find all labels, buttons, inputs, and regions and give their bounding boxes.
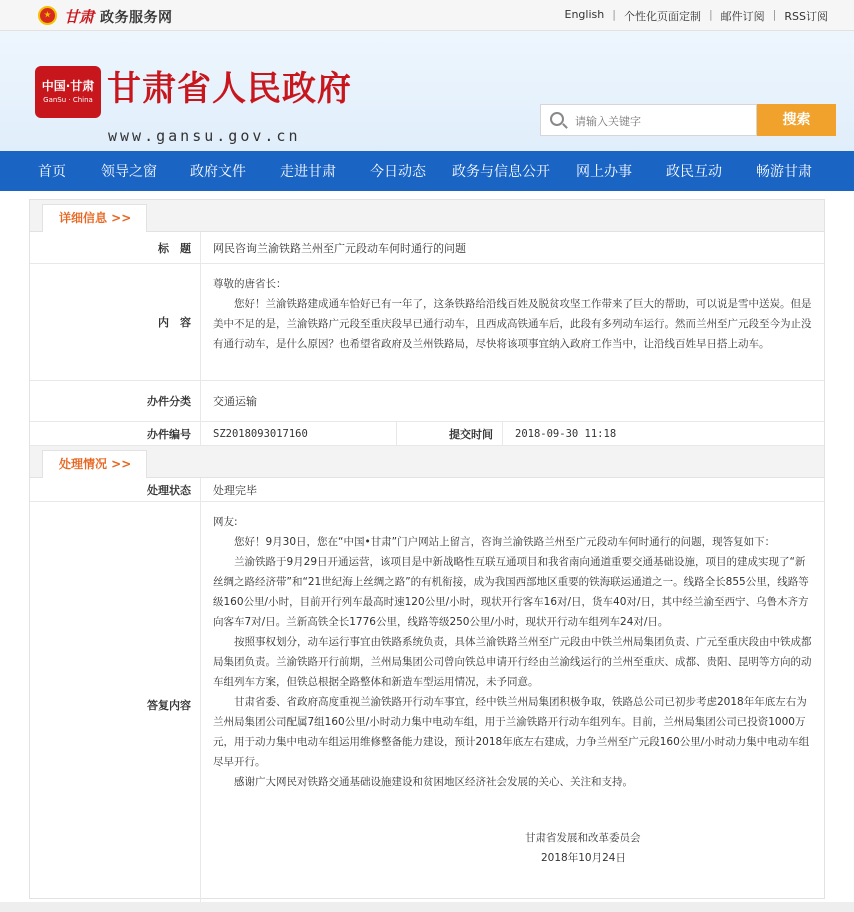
separator: | (772, 8, 777, 21)
reply-row (30, 502, 824, 908)
submit-time-value: 2018-09-30 11:18 (515, 427, 617, 440)
search-button[interactable]: 搜索 (757, 104, 836, 136)
content-row (30, 264, 824, 381)
top-links (557, 8, 837, 24)
title-label: 标 题 (30, 232, 201, 263)
bottom-bar (0, 902, 854, 912)
message-detail-panel (29, 199, 825, 899)
content-body: 您好！兰渝铁路建成通车恰好已有一年了，这条铁路给沿线百姓及脱贫攻坚工作带来了巨大的帮助，可以说是雪中送炭。但是美中不足的是，兰渝铁路广元段至重庆段早已通行动车，且西成高铁通车后，此段有多列动车运行。然而兰州至广元段至今为止没有通行动车，是什么原因？也希望省政府及兰州铁路局，尽快将该项事宜纳入政府工作当中，让沿线百姓早日搭上动车。 (213, 298, 812, 350)
number-value: SZ2018093017160 (201, 422, 397, 445)
reply-value (201, 502, 824, 908)
number-row (30, 422, 824, 446)
english-link[interactable]: English (564, 8, 605, 21)
submit-time-label: 提交时间 (397, 422, 503, 445)
rss-subscribe-link[interactable]: RSS订阅 (784, 10, 828, 23)
separator: | (708, 8, 713, 21)
email-subscribe-link[interactable]: 邮件订阅 (720, 10, 765, 23)
category-row (30, 381, 824, 422)
reply-paragraph: 甘肃省委、省政府高度重视兰渝铁路开行动车事宜，经中铁兰州局集团积极争取，铁路总公司已初步考虑2018年年底左右为兰州局集团公司配属7组160公里/小时动力集中电动车组，用于兰渝铁路开行动车组列车。目前，兰州局集团公司已投资1000万元，用于动力集中电动车组运用维修整备能力建设，预计2018年底左右建成，力争兰州至广元段160公里/小时动力集中电动车组尽早开行。 (213, 696, 810, 768)
top-logo-text[interactable]: 政务服务网 (100, 10, 173, 26)
reply-paragraph: 感谢广大网民对铁路交通基础设施建设和贫困地区经济社会发展的关心、关注和支持。 (234, 776, 633, 788)
reply-greeting: 网友: (213, 516, 238, 528)
nav-travel[interactable]: 畅游甘肃 (756, 164, 812, 180)
content-greeting: 尊敬的唐省长： (213, 278, 287, 290)
top-bar (0, 0, 854, 31)
category-label: 办件分类 (30, 381, 201, 421)
nav-info-disclosure[interactable]: 政务与信息公开 (452, 164, 550, 180)
process-section-header (30, 446, 824, 478)
customize-page-link[interactable]: 个性化页面定制 (623, 10, 701, 23)
reply-paragraph: 兰渝铁路于9月29日开通运营，该项目是中新战略性互联互通项目和我省南向通道重要交通基础设施，项目的建成实现了“新丝绸之路经济带”和“21世纪海上丝绸之路”的有机衔接，成为我国西部地区重要的铁海联运通道之一。线路全长855公里，线路等级160公里/小时，目前开行列车最高时速120公里/小时，现状开行客车16对/日，货车40对/日，其中经兰渝至西宁、乌鲁木齐方向客车7对/日。兰新高铁全长1776公里，线路等级250公里/小时，现状开行动车组列车24对/日。 (213, 556, 809, 628)
site-header (0, 31, 854, 151)
detail-section-header (30, 200, 824, 232)
number-label: 办件编号 (30, 422, 201, 445)
reply-signature-date: 2018年10月24日 (541, 852, 626, 864)
reply-paragraph: 您好！9月30日，您在“中国•甘肃”门户网站上留言，咨询兰渝铁路兰州至广元段动车何时通行的问题，现答复如下： (234, 536, 776, 548)
main-nav (0, 151, 854, 191)
nav-interaction[interactable]: 政民互动 (666, 164, 722, 180)
status-value: 处理完毕 (213, 483, 257, 497)
status-label: 处理状态 (30, 478, 201, 501)
nav-online-services[interactable]: 网上办事 (576, 164, 632, 180)
reply-paragraph: 按照事权划分，动车运行事宜由铁路系统负责，具体兰渝铁路兰州至广元段由中铁兰州局集团负责、广元至重庆段由中铁成都局集团负责。兰渝铁路开行前期，兰州局集团公司曾向铁总申请开行经由兰渝线运行的兰州至重庆、成都、贵阳、昆明等方向的动车组列车方案，但铁总根据全路整体和新造车型运用情况，未予同意。 (213, 636, 812, 688)
separator: | (612, 8, 616, 21)
content-label: 内 容 (30, 264, 201, 380)
seal-sub-text: GanSu · China (43, 96, 93, 104)
title-row (30, 232, 824, 264)
title-value: 网民咨询兰渝铁路兰州至广元段动车何时通行的问题 (213, 241, 466, 255)
content-value (201, 264, 824, 380)
detail-tab[interactable]: 详细信息 >> (42, 204, 147, 232)
nav-about-gansu[interactable]: 走进甘肃 (280, 164, 336, 180)
top-logo-script[interactable]: 甘肃 (64, 8, 95, 26)
status-row (30, 478, 824, 502)
site-seal-logo[interactable] (35, 66, 101, 118)
search-icon (550, 112, 564, 126)
reply-label: 答复内容 (30, 502, 201, 908)
nav-gov-documents[interactable]: 政府文件 (190, 164, 246, 180)
site-url: www.gansu.gov.cn (108, 127, 301, 145)
process-tab[interactable]: 处理情况 >> (42, 450, 147, 478)
category-value: 交通运输 (213, 395, 257, 408)
reply-signature-org: 甘肃省发展和改革委员会 (525, 832, 641, 844)
search-input[interactable] (575, 111, 750, 131)
nav-home[interactable]: 首页 (38, 164, 66, 180)
nav-today-news[interactable]: 今日动态 (370, 164, 426, 180)
national-emblem-icon (38, 6, 57, 25)
search-box (540, 104, 757, 136)
seal-main-text: 中国·甘肃 (41, 79, 95, 93)
nav-leaders[interactable]: 领导之窗 (101, 164, 157, 180)
site-title[interactable]: 甘肃省人民政府 (107, 69, 352, 109)
